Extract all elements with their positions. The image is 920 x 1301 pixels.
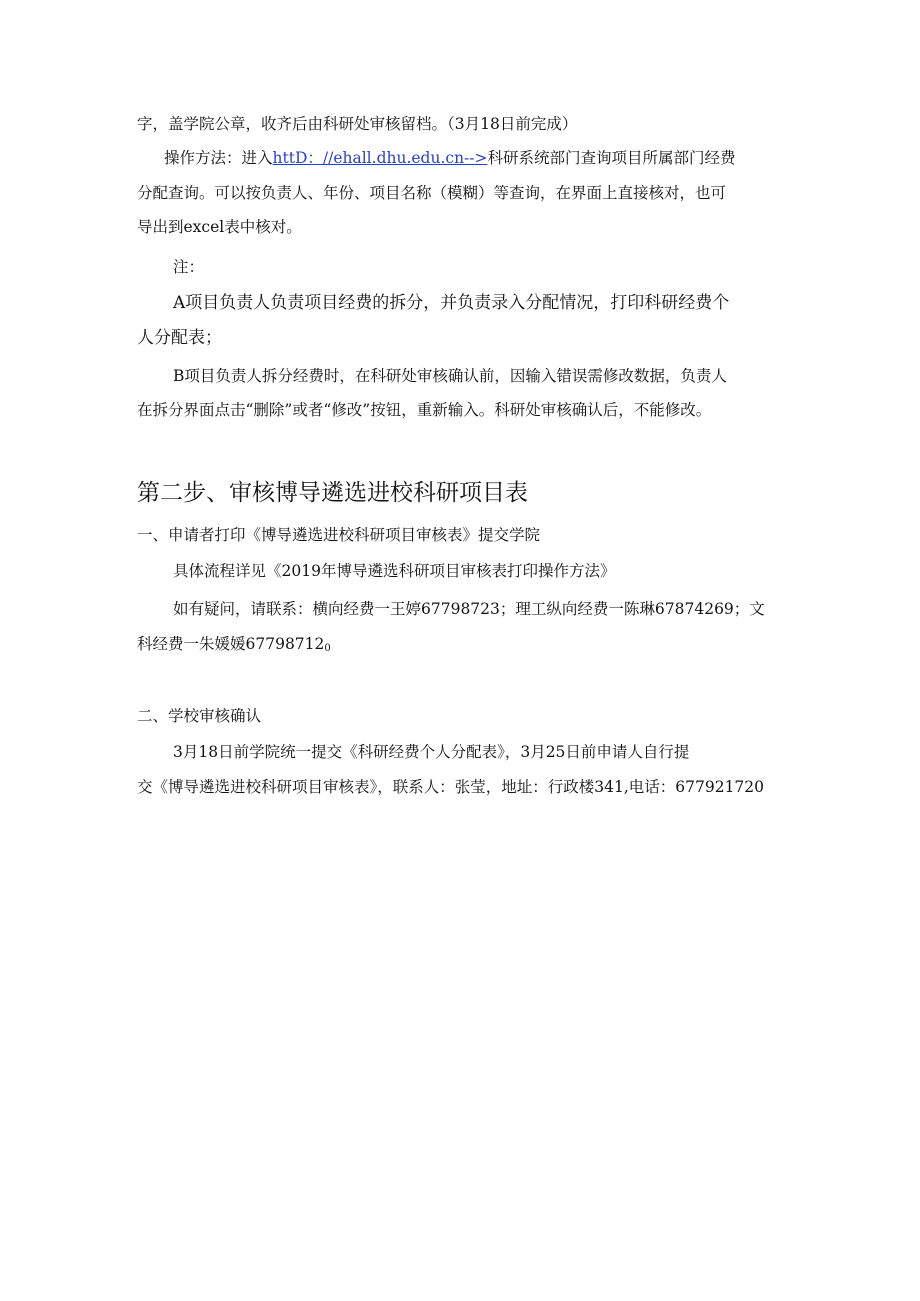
note-b-line: B项目负责人拆分经费时，在科研处审核确认前，因输入错误需修改数据，负责人 [173,367,727,385]
paragraph-line: 交《博导遴选进校科研项目审核表》，联系人：张莹，地址：行政楼341,电话：677921720 [137,778,765,796]
ehall-link[interactable]: httD：//ehall.dhu.edu.cn--> [272,149,488,167]
method-tail: 科研系统部门查询项目所属部门经费 [487,149,736,167]
paragraph-line: 具体流程详见《2019年博导遴选科研项目审核表打印操作方法》 [173,562,616,580]
paragraph-line: 分配查询。可以按负责人、年份、项目名称（模糊）等查询，在界面上直接核对，也可 [137,184,727,202]
contact-subscript: 0 [324,643,331,654]
section-heading: 第二步、审核博导遴选进校科研项目表 [137,480,528,506]
method-line [164,147,824,169]
contact-text: 科经费一朱媛媛67798712 [137,635,325,653]
subsection-title: 一、申请者打印《博导遴选进校科研项目审核表》提交学院 [137,526,541,544]
note-b-line: 在拆分界面点击“删除”或者“修改”按钮，重新输入。科研处审核确认后，不能修改。 [137,401,712,419]
paragraph-line: 字，盖学院公章，收齐后由科研处审核留档。（3月18日前完成） [137,115,578,133]
note-a-line: A项目负责人负责项目经费的拆分，并负责录入分配情况，打印科研经费个 [173,293,730,313]
paragraph-line: 导出到excel表中核对。 [137,218,302,236]
contact-line [137,633,797,660]
note-label: 注： [173,258,205,276]
contact-line: 如有疑问，请联系：横向经费一王婷67798723；理工纵向经费一陈琳67874269；文 [173,600,765,618]
note-a-line: 人分配表； [137,328,222,348]
paragraph-line: 3月18日前学院统一提交《科研经费个人分配表》，3月25日前申请人自行提 [173,743,690,761]
subsection-title: 二、学校审核确认 [137,707,262,725]
method-label: 操作方法：进入 [164,149,273,167]
